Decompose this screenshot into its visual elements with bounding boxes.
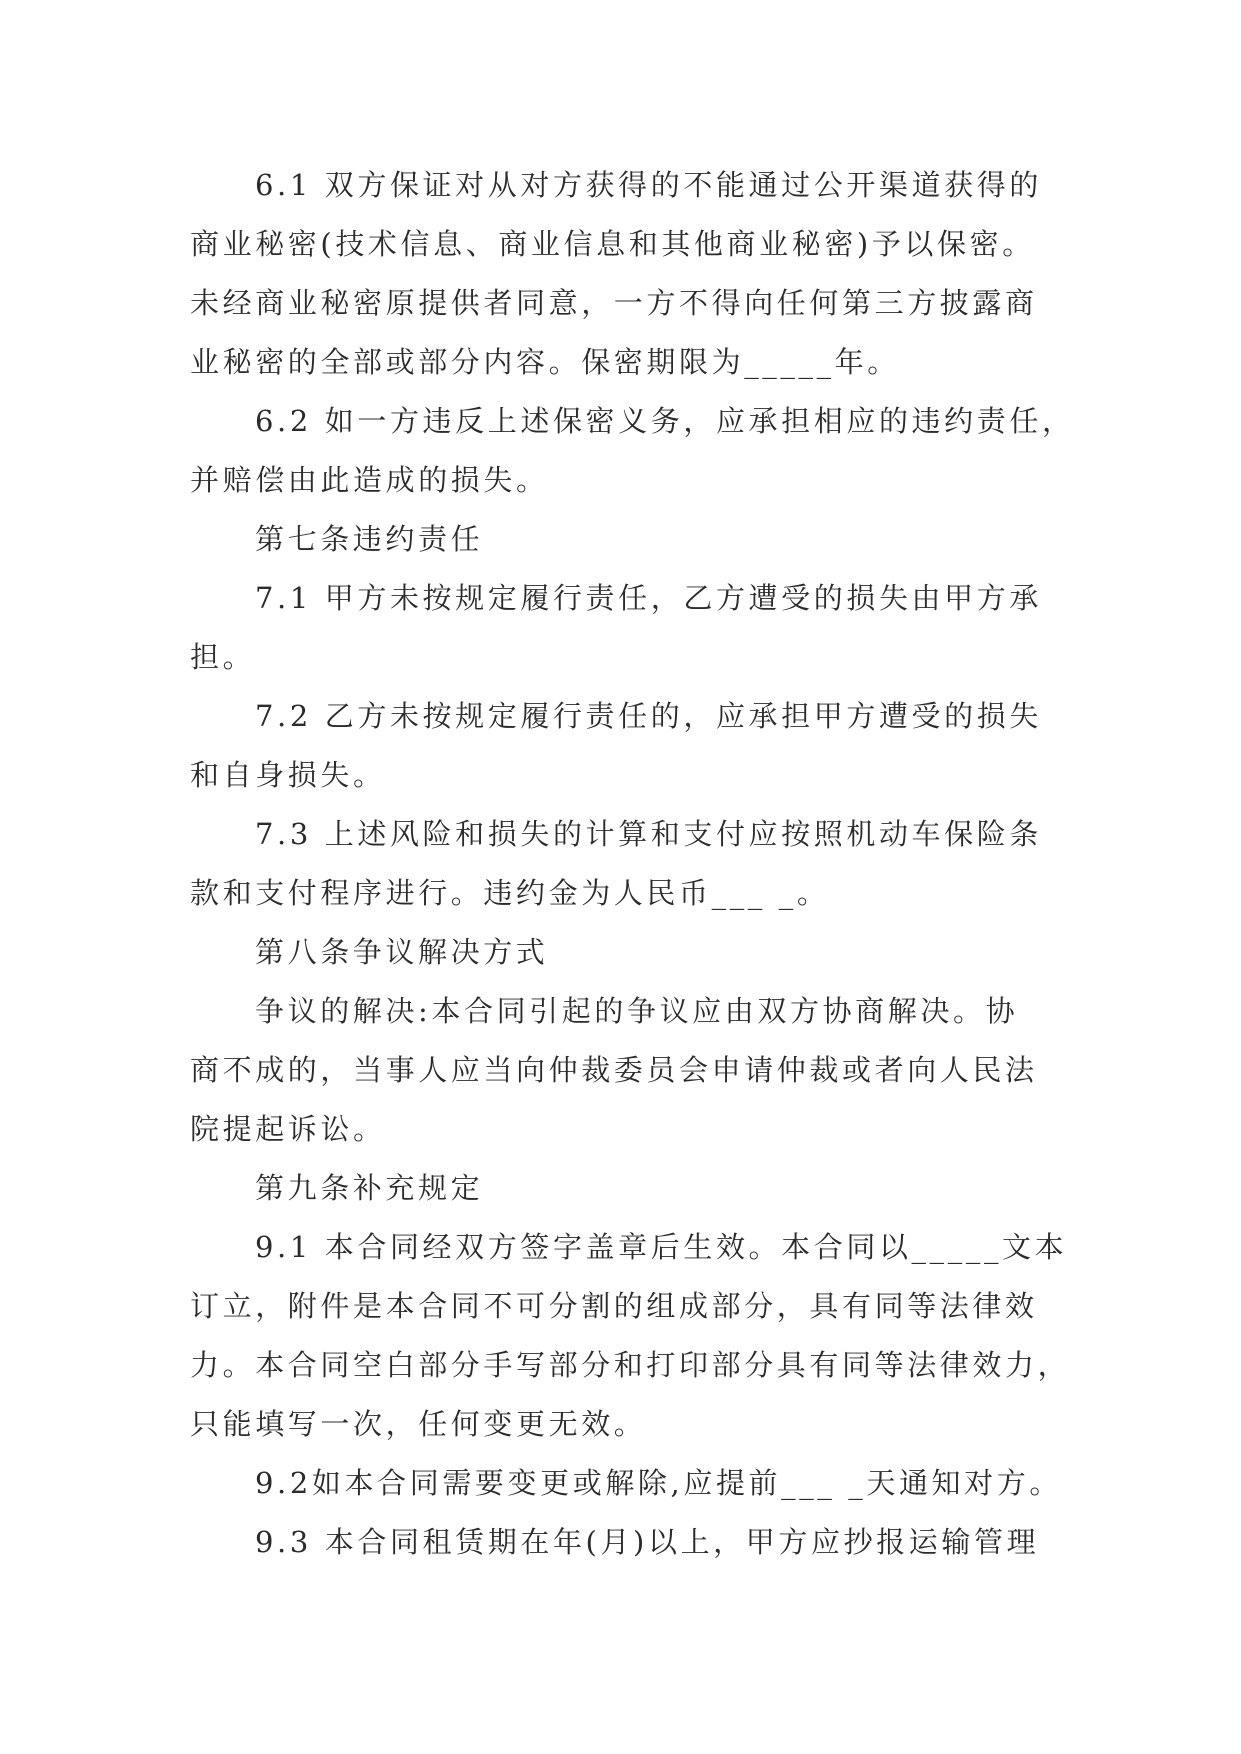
clause-7-3-line-2: 款和支付程序进行。违约金为人民币___ _。	[190, 876, 830, 910]
clause-7-2-line-2: 和自身损失。	[190, 758, 386, 792]
clause-9-2-line-1: 9.2如本合同需要变更或解除,应提前___ _天通知对方。	[255, 1466, 1062, 1500]
section-heading-article-8: 第八条争议解决方式	[255, 935, 549, 969]
dispute-clause-line-3: 院提起诉讼。	[190, 1112, 386, 1146]
dispute-clause-line-1: 争议的解决:本合同引起的争议应由双方协商解决。协	[255, 994, 1019, 1028]
clause-9-1-line-2: 订立，附件是本合同不可分割的组成部分，具有同等法律效	[190, 1289, 1038, 1323]
clause-7-1-line-1: 7.1 甲方未按规定履行责任，乙方遭受的损失由甲方承	[255, 581, 1042, 615]
clause-6-1-line-3: 未经商业秘密原提供者同意，一方不得向任何第三方披露商	[190, 286, 1038, 320]
section-heading-article-7: 第七条违约责任	[255, 522, 484, 556]
clause-9-1-line-1: 9.1 本合同经双方签字盖章后生效。本合同以_____文本	[255, 1230, 1068, 1264]
dispute-clause-line-2: 商不成的，当事人应当向仲裁委员会申请仲裁或者向人民法	[190, 1053, 1038, 1087]
clause-7-3-line-1: 7.3 上述风险和损失的计算和支付应按照机动车保险条	[255, 817, 1042, 851]
clause-7-1-line-2: 担。	[190, 640, 256, 674]
clause-6-1-line-1: 6.1 双方保证对从对方获得的不能通过公开渠道获得的	[255, 168, 1042, 202]
clause-9-3-line-1: 9.3 本合同租赁期在年(月)以上，甲方应抄报运输管理	[255, 1525, 1040, 1559]
section-heading-article-9: 第九条补充规定	[255, 1171, 484, 1205]
clause-9-1-line-4: 只能填写一次，任何变更无效。	[190, 1407, 647, 1441]
clause-7-2-line-1: 7.2 乙方未按规定履行责任的，应承担甲方遭受的损失	[255, 699, 1042, 733]
clause-6-2-line-2: 并赔偿由此造成的损失。	[190, 463, 549, 497]
clause-6-2-line-1: 6.2 如一方违反上述保密义务，应承担相应的违约责任，	[255, 404, 1075, 438]
clause-6-1-line-2: 商业秘密(技术信息、商业信息和其他商业秘密)予以保密。	[190, 227, 1035, 261]
clause-9-1-line-3: 力。本合同空白部分手写部分和打印部分具有同等法律效力，	[190, 1348, 1071, 1382]
clause-6-1-line-4: 业秘密的全部或部分内容。保密期限为_____年。	[190, 345, 900, 379]
